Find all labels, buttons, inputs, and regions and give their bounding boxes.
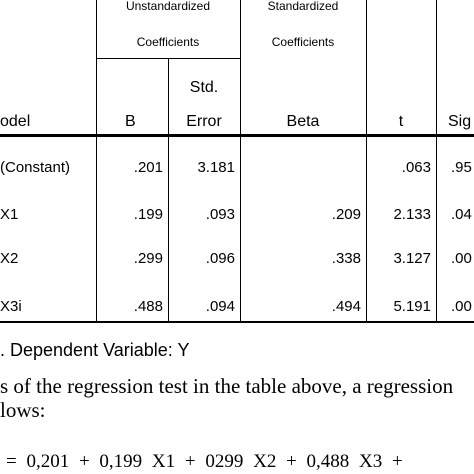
cell-t: 5.191 bbox=[393, 298, 431, 315]
table-footnote: . Dependent Variable: Y bbox=[0, 340, 190, 360]
row-label: X2 bbox=[0, 250, 19, 267]
unstandardized-header-line2: Coefficients bbox=[136, 35, 200, 49]
cell-b: .488 bbox=[133, 298, 163, 315]
table-divider-model bbox=[96, 0, 97, 322]
cell-sig: .95 bbox=[451, 159, 472, 176]
cell-b: .199 bbox=[133, 206, 163, 223]
paragraph-line-2: lows: bbox=[0, 398, 46, 422]
cell-t: .063 bbox=[401, 159, 431, 176]
cell-beta: .209 bbox=[331, 206, 361, 223]
column-header-beta: Beta bbox=[286, 113, 320, 130]
cell-b: .299 bbox=[133, 250, 163, 267]
row-label: X3i bbox=[0, 298, 22, 315]
standardized-header-line2: Coefficients bbox=[271, 35, 335, 49]
standardized-header-line1: Standardized bbox=[267, 0, 339, 13]
row-label: (Constant) bbox=[0, 159, 71, 176]
table-divider-beta-t bbox=[366, 0, 367, 322]
cell-sig: .04 bbox=[451, 206, 472, 223]
table-group-header-rule bbox=[96, 58, 240, 59]
column-header-model: odel bbox=[0, 113, 31, 130]
cell-t: 2.133 bbox=[393, 206, 431, 223]
row-label: X1 bbox=[0, 206, 19, 223]
table-divider-t-sig bbox=[436, 0, 437, 322]
table-divider-coeff-groups bbox=[240, 0, 241, 322]
column-header-std-line1: Std. bbox=[189, 79, 219, 96]
regression-equation: = 0,201 + 0,199 X1 + 0299 X2 + 0,488 X3 + bbox=[6, 451, 403, 472]
column-header-b: B bbox=[125, 113, 136, 130]
cell-beta: .338 bbox=[331, 250, 361, 267]
column-header-std-line2: Error bbox=[186, 113, 222, 130]
table-bottom-rule bbox=[0, 321, 474, 323]
column-header-sig: Sig bbox=[448, 113, 472, 130]
cell-sig: .00 bbox=[451, 298, 472, 315]
cell-std-error: 3.181 bbox=[197, 159, 235, 176]
cell-std-error: .096 bbox=[205, 250, 235, 267]
cell-beta: .494 bbox=[331, 298, 361, 315]
paragraph-line-1: s of the regression test in the table above, a regression bbox=[0, 374, 454, 398]
unstandardized-header-line1: Unstandardized bbox=[125, 0, 211, 13]
cell-sig: .00 bbox=[451, 250, 472, 267]
cell-std-error: .093 bbox=[205, 206, 235, 223]
cell-t: 3.127 bbox=[393, 250, 431, 267]
cell-b: .201 bbox=[133, 159, 163, 176]
table-header-rule bbox=[0, 134, 474, 137]
column-header-t: t bbox=[398, 113, 404, 130]
table-divider-b-error bbox=[168, 58, 169, 322]
cell-std-error: .094 bbox=[205, 298, 235, 315]
